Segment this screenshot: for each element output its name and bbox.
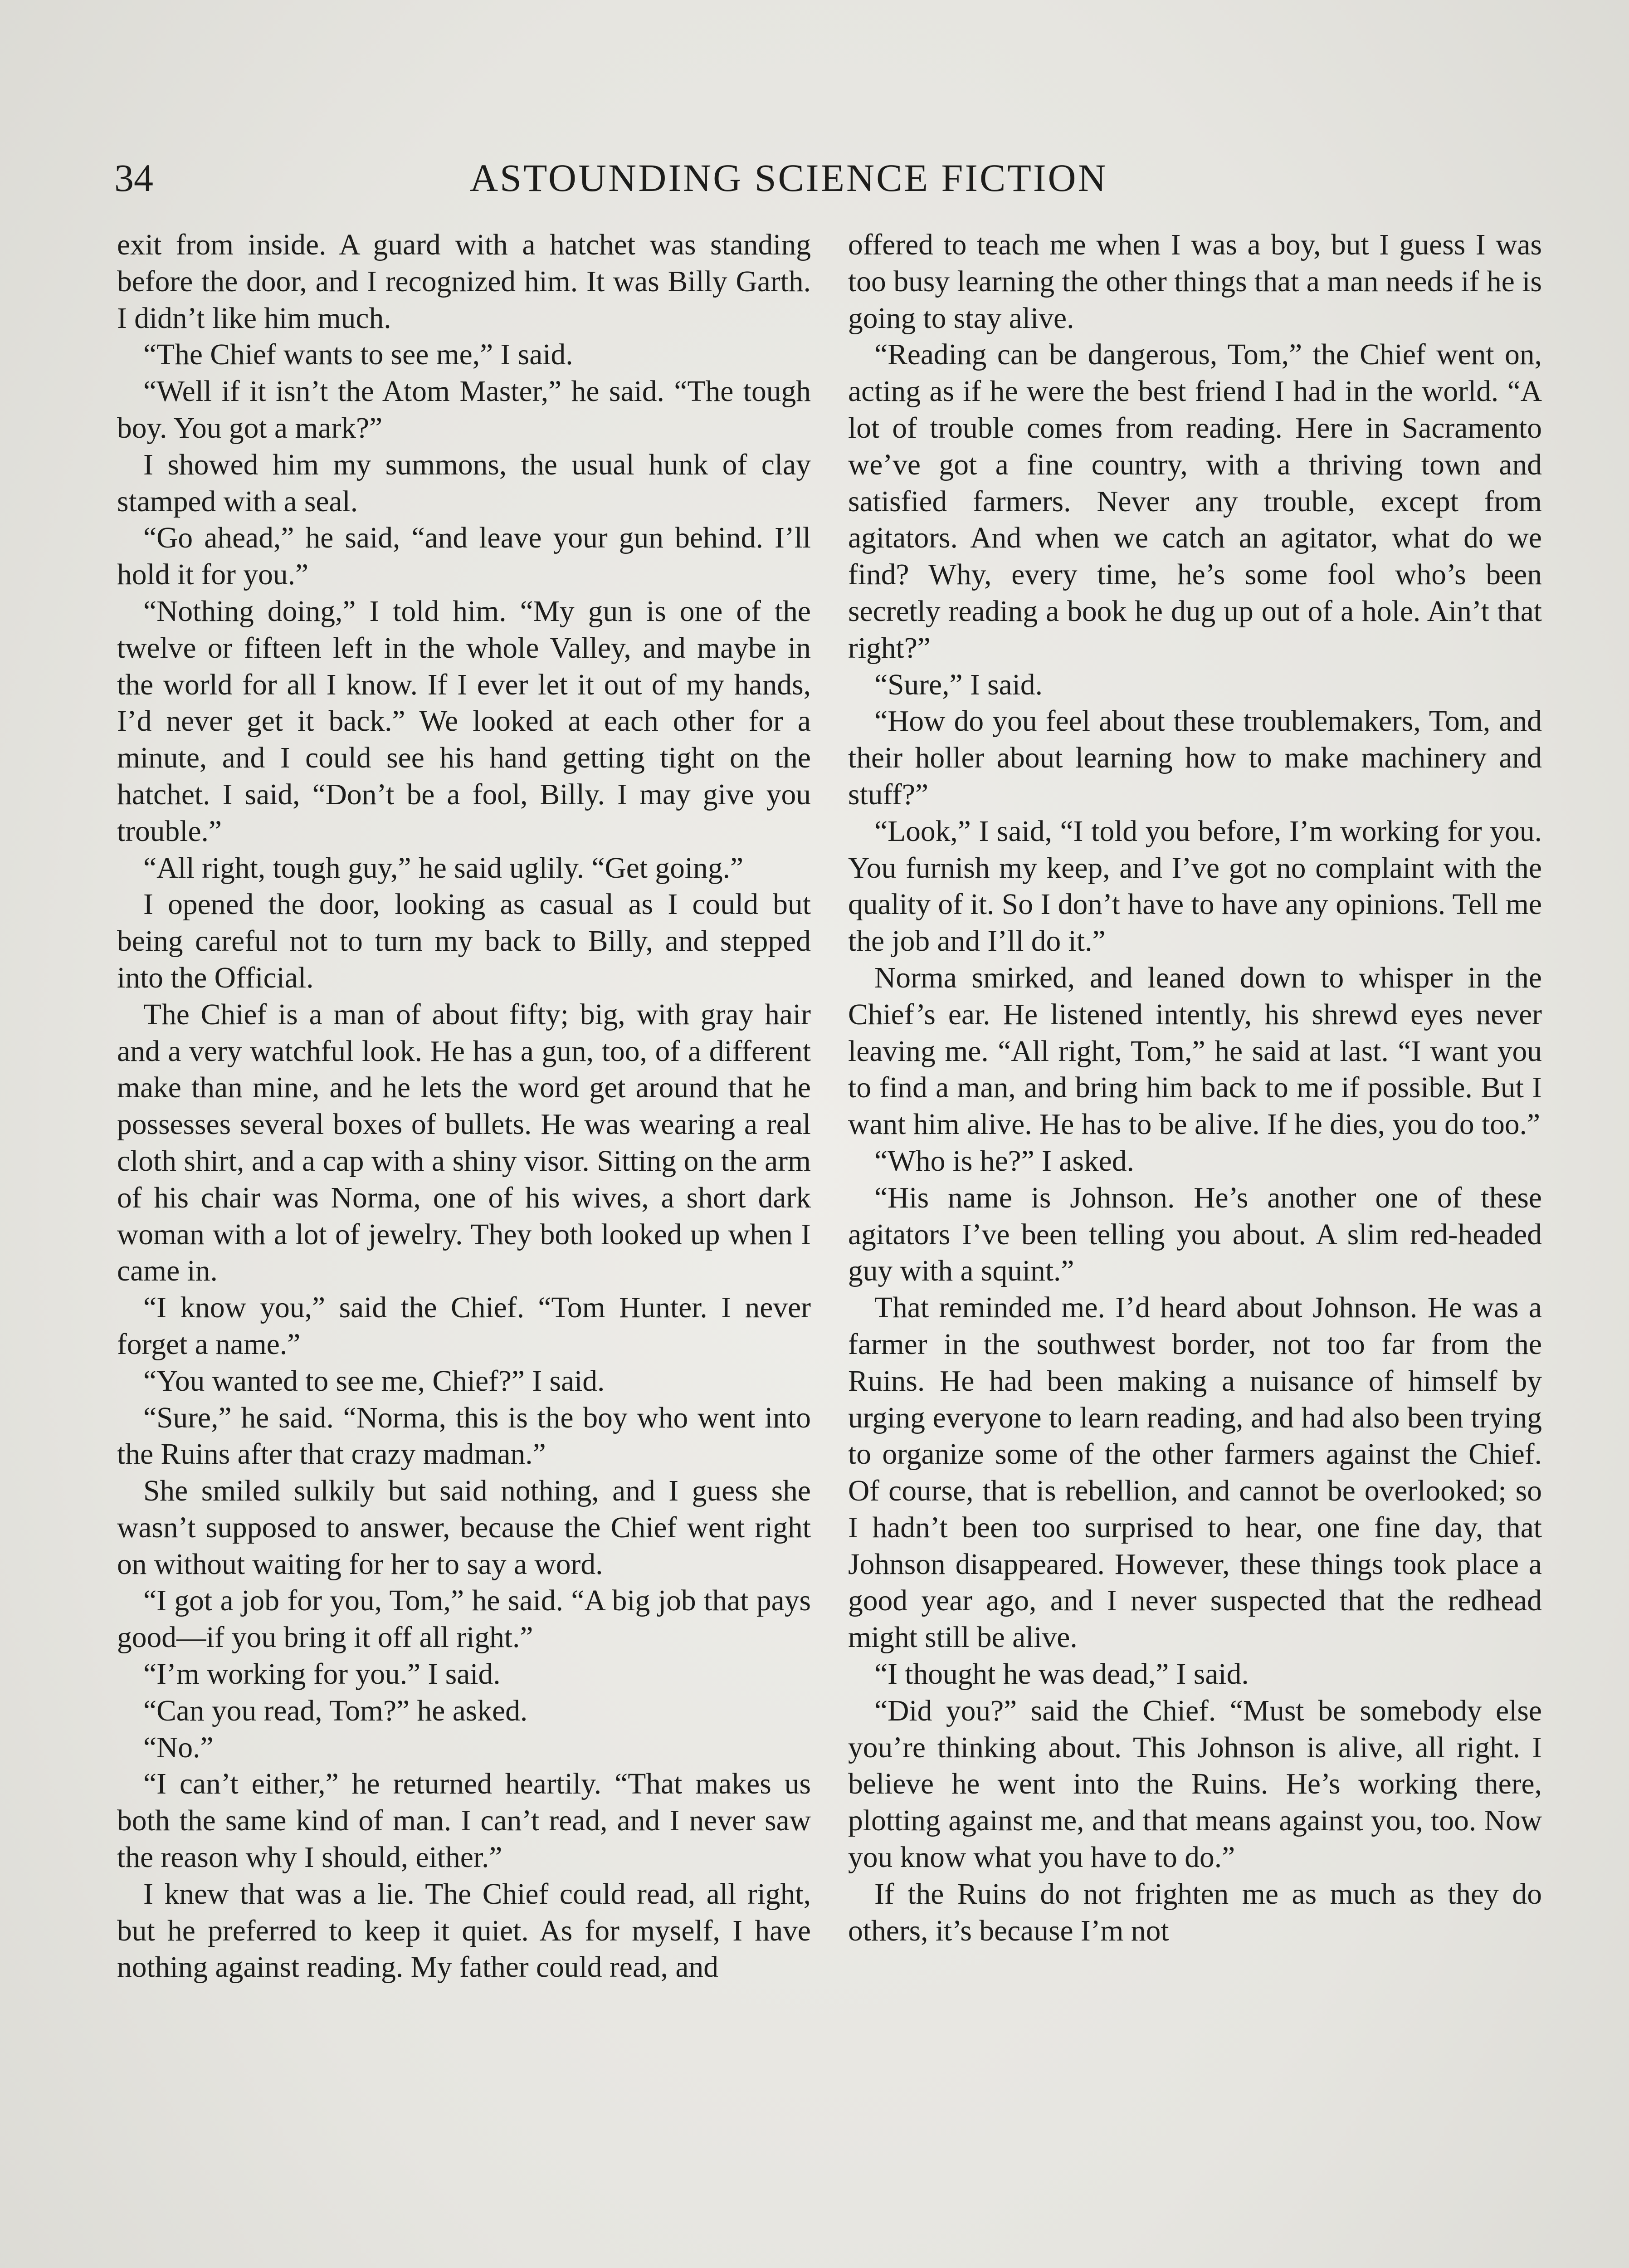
paragraph: “Reading can be dangerous, Tom,” the Chief went on, acting as if he were the best friend I had in the world. “A lot of trouble comes from reading. Here in Sacramento we’ve got a fine country, with a thriving town and satisfied farmers. Never any trouble, except from agitators. And when we catch an agitator, what do we find? Why, every time, he’s some fool who’s been secretly reading a book he dug up out of a hole. Ain’t that right?” xyxy=(848,338,1542,665)
paragraph: “Well if it isn’t the Atom Master,” he said. “The tough boy. You got a mark?” xyxy=(117,375,811,445)
paragraph: If the Ruins do not frighten me as much as they do others, it’s because I’m not xyxy=(848,1877,1542,1947)
paragraph: offered to teach me when I was a boy, but I guess I was too busy learning the other things that a man needs if he is going to stay alive. xyxy=(848,229,1542,335)
paragraph: “Go ahead,” he said, “and leave your gun behind. I’ll hold it for you.” xyxy=(117,522,811,591)
paragraph: “All right, tough guy,” he said uglily. “Get going.” xyxy=(143,851,744,885)
paragraph: “Look,” I said, “I told you before, I’m working for you. You furnish my keep, and I’ve got no complaint with the quality of it. So I don’t have to have any opinions. Tell me the job and I’ll do it.” xyxy=(848,815,1542,958)
running-title: ASTOUNDING SCIENCE FICTION xyxy=(470,156,1108,200)
paragraph: “How do you feel about these troublemakers, Tom, and their holler about learning how to make machinery and stuff?” xyxy=(848,705,1542,811)
paragraph: I opened the door, looking as casual as I could but being careful not to turn my back to Billy, and stepped into the Official. xyxy=(117,888,811,994)
paragraph: “His name is Johnson. He’s another one of these agitators I’ve been telling you about. A slim red-headed guy with a squint.” xyxy=(848,1181,1542,1288)
paragraph: exit from inside. A guard with a hatchet was standing before the door, and I recognized him. It was Billy Garth. I didn’t like him much. xyxy=(117,229,811,335)
paragraph: “Nothing doing,” I told him. “My gun is one of the twelve or fifteen left in the whole Valley, and maybe in the world for all I know. If I ever let it out of my hands, I’d never get it back.” We looked at each other for a minute, and I could see his hand getting tight on the hatchet. I said, “Don’t be a fool, Billy. I may give you trouble.” xyxy=(117,595,811,848)
paragraph: “Did you?” said the Chief. “Must be somebody else you’re thinking about. This Johnson is alive, all right. I believe he went into the Ruins. He’s working there, plotting against me, and that means against you, too. Now you know what you have to do.” xyxy=(848,1694,1542,1874)
paragraph: That reminded me. I’d heard about Johnson. He was a farmer in the southwest border, not too far from the Ruins. He had been making a nuisance of himself by urging everyone to learn reading, and had also been trying to organize some of the other farmers against the Chief. Of course, that is rebellion, and cannot be overlooked; so I hadn’t been too surprised to hear, one fine day, that Johnson disappeared. However, these things took place a good year ago, and I never suspected that the redhead might still be alive. xyxy=(848,1291,1542,1654)
page-number: 34 xyxy=(114,156,153,200)
paragraph: “I can’t either,” he returned heartily. “That makes us both the same kind of man. I can’t read, and I never saw the reason why I should, either.” xyxy=(117,1768,811,1874)
paragraph: Norma smirked, and leaned down to whisper in the Chief’s ear. He listened intently, his shrewd eyes never leaving me. “All right, Tom,” he said at last. “I want you to find a man, and bring him back to me if possible. But I want him alive. He has to be alive. If he dies, you do too.” xyxy=(848,961,1542,1141)
paragraph: “I thought he was dead,” I said. xyxy=(874,1658,1249,1691)
paragraph: I showed him my summons, the usual hunk of clay stamped with a seal. xyxy=(117,448,811,518)
paragraph: “Who is he?” I asked. xyxy=(874,1144,1134,1178)
paragraph: “I got a job for you, Tom,” he said. “A big job that pays good—if you bring it off all right.” xyxy=(117,1584,811,1654)
paragraph: “I know you,” said the Chief. “Tom Hunter. I never forget a name.” xyxy=(117,1291,811,1361)
paragraph: I knew that was a lie. The Chief could read, all right, but he preferred to keep it quiet. As for myself, I have nothing against reading. My father could read, and xyxy=(117,1877,811,1984)
paragraph: She smiled sulkily but said nothing, and I guess she wasn’t supposed to answer, because the Chief went right on without waiting for her to say a word. xyxy=(117,1475,811,1581)
page-header xyxy=(114,151,1543,205)
paragraph: “No.” xyxy=(143,1731,214,1764)
paragraph: “Can you read, Tom?” he asked. xyxy=(143,1694,528,1727)
paragraph: “I’m working for you.” I said. xyxy=(143,1658,501,1691)
paragraph: “Sure,” he said. “Norma, this is the boy who went into the Ruins after that crazy madman.” xyxy=(117,1401,811,1471)
paragraph: The Chief is a man of about fifty; big, with gray hair and a very watchful look. He has a gun, too, of a different make than mine, and he lets the word get around that he possesses several boxes of bullets. He was wearing a real cloth shirt, and a cap with a shiny visor. Sitting on the arm of his chair was Norma, one of his wives, a short dark woman with a lot of jewelry. They both looked up when I came in. xyxy=(117,998,811,1288)
paragraph: “The Chief wants to see me,” I said. xyxy=(143,338,573,371)
right-column xyxy=(848,227,1542,1949)
paragraph: “Sure,” I said. xyxy=(874,668,1043,701)
paragraph: “You wanted to see me, Chief?” I said. xyxy=(143,1364,605,1398)
left-column xyxy=(117,227,811,1986)
